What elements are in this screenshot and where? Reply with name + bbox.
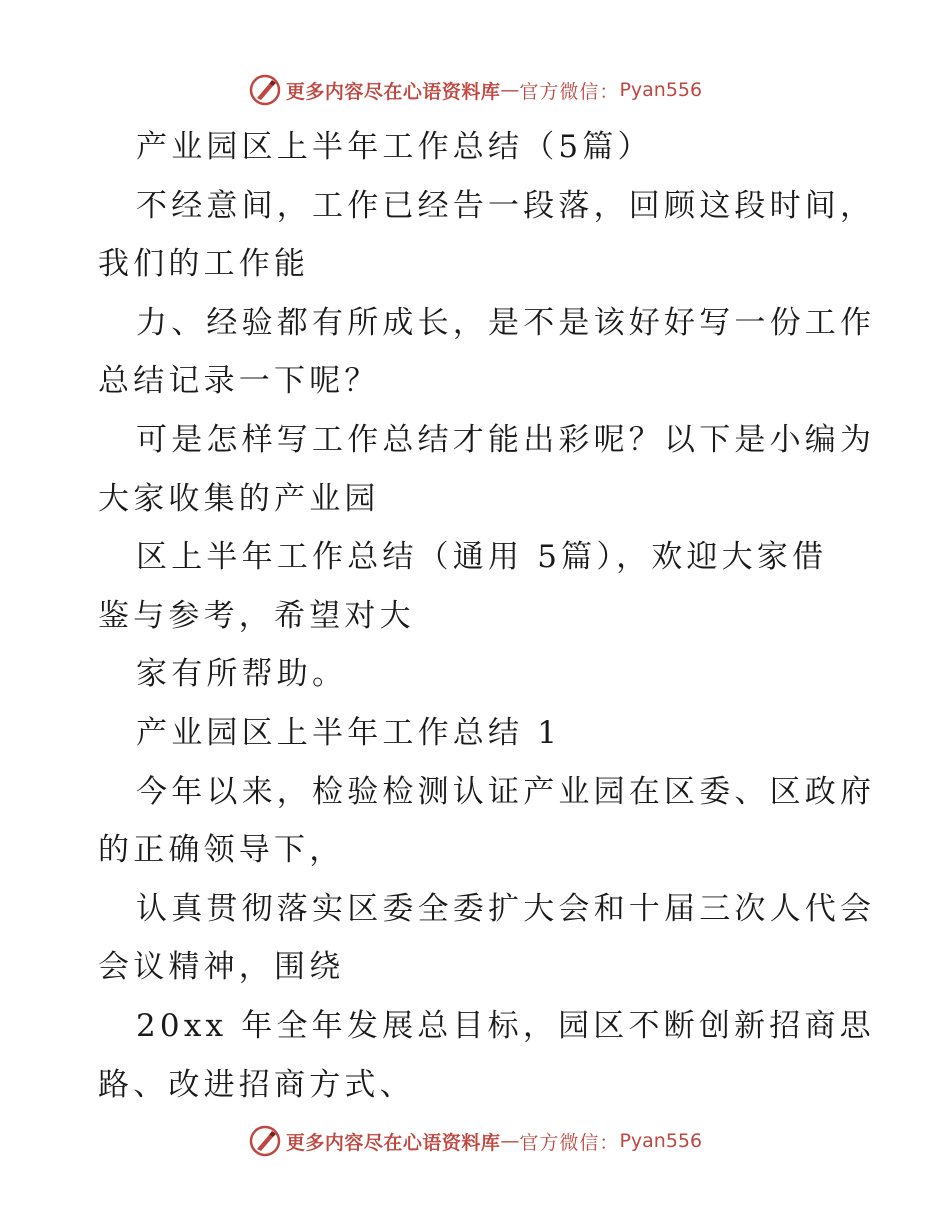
brand-text: 更多内容尽在心语资料库: [285, 80, 501, 103]
document-line: 路、改进招商方式、: [98, 1066, 415, 1103]
brand-text: 更多内容尽在心语资料库: [285, 1131, 501, 1154]
document-line: 今年以来，检验检测认证产业园在区委、区政府: [136, 773, 876, 810]
document-line: 会议精神，围绕: [98, 949, 345, 986]
official-wechat-label: 官方微信：: [519, 80, 620, 103]
wechat-id: Pyan556: [619, 1130, 703, 1152]
pen-logo-icon: [248, 1124, 282, 1158]
header-watermark-banner: [0, 70, 950, 110]
document-line: 力、经验都有所成长，是不是该好好写一份工作: [136, 304, 876, 341]
document-line: 家有所帮助。: [136, 656, 348, 693]
pen-logo-icon: [248, 73, 282, 107]
document-line: 不经意间，工作已经告一段落，回顾这段时间，: [136, 187, 876, 224]
document-line: 产业园区上半年工作总结（5篇）: [136, 129, 653, 165]
footer-watermark-banner: [0, 1121, 950, 1161]
official-wechat-label: 官方微信：: [519, 1131, 620, 1154]
document-line: 区上半年工作总结（通用 5篇），欢迎大家借: [136, 539, 828, 576]
document-line: 可是怎样写工作总结才能出彩呢？以下是小编为: [136, 421, 876, 458]
banner-separator: —: [500, 79, 520, 101]
banner-separator: —: [500, 1130, 520, 1152]
document-line: 认真贯彻落实区委全委扩大会和十届三次人代会: [136, 890, 876, 927]
wechat-id: Pyan556: [619, 79, 703, 101]
document-line: 大家收集的产业园: [98, 480, 380, 517]
document-line: 总结记录一下呢？: [98, 363, 380, 400]
document-line: 20xx 年全年发展总目标，园区不断创新招商思: [136, 1007, 875, 1044]
document-line: 的正确领导下，: [98, 832, 345, 869]
document-body: [98, 118, 876, 1114]
document-line: 我们的工作能: [98, 246, 310, 283]
document-line: 产业园区上半年工作总结 1: [136, 714, 562, 751]
document-line: 鉴与参考，希望对大: [98, 597, 415, 634]
